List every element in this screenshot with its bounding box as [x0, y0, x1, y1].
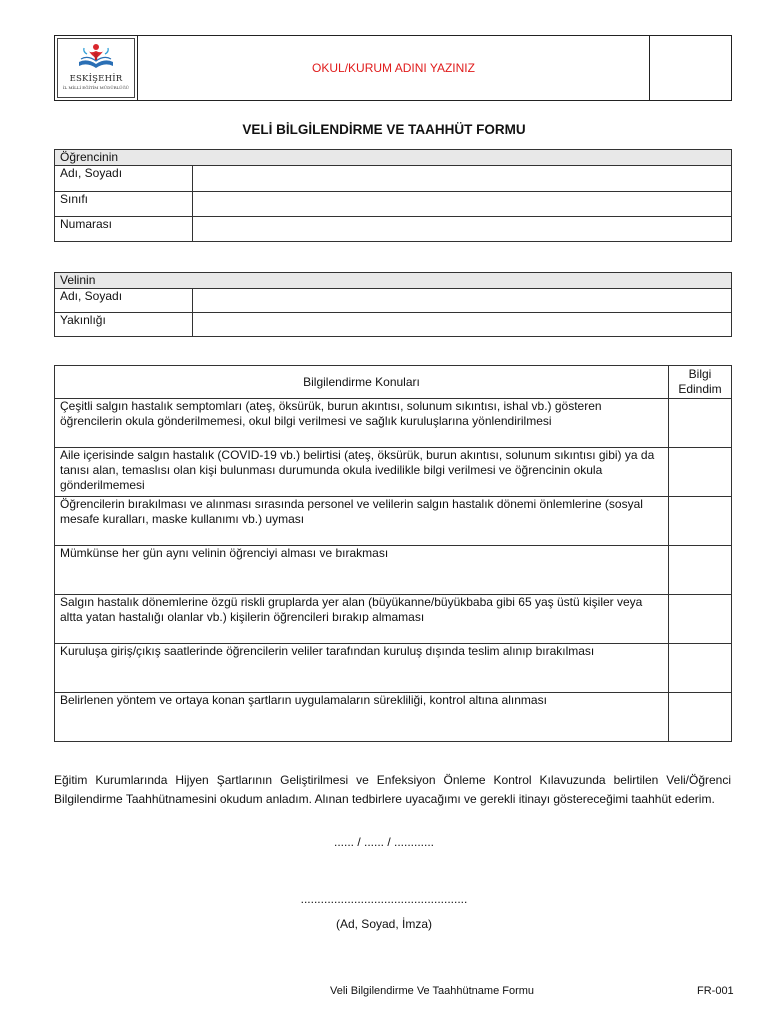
footer-form-name: Veli Bilgilendirme Ve Taahhütname Formu — [330, 985, 535, 997]
signature-label: (Ad, Soyad, İmza) — [335, 917, 433, 931]
student-number-field[interactable] — [193, 217, 732, 242]
parent-table — [54, 272, 732, 337]
date-line[interactable]: ...... / ...... / ............ — [333, 835, 435, 849]
topics-table — [54, 365, 732, 742]
parent-name-field[interactable] — [193, 289, 732, 313]
check-header: Bilgi Edindim — [669, 366, 732, 399]
topic-row: Çeşitli salgın hastalık semptomları (ateş, öksürük, burun akıntısı, solunum sıkıntısı, ishal vb.) gösteren öğrencilerin okula gönderilmemesi, okul bilgi verilmesi ve sağlık kuruluşlarına yönlendirilmesi — [55, 399, 669, 448]
logo-cell — [55, 36, 138, 100]
parent-relation-field[interactable] — [193, 313, 732, 337]
logo-text: ESKİŞEHİR — [69, 74, 123, 84]
student-name-field[interactable] — [193, 166, 732, 192]
topic-row: Mümkünse her gün aynı velinin öğrenciyi alması ve bırakması — [55, 546, 669, 595]
student-class-label: Sınıfı — [55, 192, 193, 217]
document-header — [54, 35, 732, 101]
topic-check-cell[interactable] — [669, 399, 732, 448]
parent-relation-label: Yakınlığı — [55, 313, 193, 337]
topic-row: Kuruluşa giriş/çıkış saatlerinde öğrencilerin veliler tarafından kuruluş dışında teslim alınıp bırakılması — [55, 644, 669, 693]
parent-heading: Velinin — [55, 273, 732, 289]
topic-check-cell[interactable] — [669, 644, 732, 693]
signature-line[interactable]: .................................................. — [300, 892, 468, 906]
eskisehir-logo-icon — [75, 42, 117, 74]
topic-row: Belirlenen yöntem ve ortaya konan şartların uygulamaların sürekliliği, kontrol altına alınması — [55, 693, 669, 742]
topic-row: Öğrencilerin bırakılması ve alınması sırasında personel ve velilerin salgın hastalık dönemi önlemlerine (sosyal mesafe kuralları, maske kullanımı vb.) uyması — [55, 497, 669, 546]
student-class-field[interactable] — [193, 192, 732, 217]
topic-check-cell[interactable] — [669, 448, 732, 497]
student-table — [54, 149, 732, 242]
header-right-cell — [649, 36, 731, 100]
topic-row: Salgın hastalık dönemlerine özgü riskli gruplarda yer alan (büyükanne/büyükbaba gibi 65 yaş üstü kişiler veya altta yatan hastalığı olanlar vb.) kişilerin öğrencileri bırakıp almaması — [55, 595, 669, 644]
commitment-statement: Eğitim Kurumlarında Hijyen Şartlarının Geliştirilmesi ve Enfeksiyon Önleme Kontrol Kılavuzunda belirtilen Veli/Öğrenci Bilgilendirme Taahhütnamesini okudum anladım. Alınan tedbirlere uyacağımı ve gerekli itinayı göstereceğimi taahhüt ederim. — [54, 773, 731, 806]
topic-check-cell[interactable] — [669, 595, 732, 644]
form-title: VELİ BİLGİLENDİRME VE TAAHHÜT FORMU — [242, 122, 526, 137]
topic-row: Aile içerisinde salgın hastalık (COVID-19 vb.) belirtisi (ateş, öksürük, burun akıntısı, solunum sıkıntısı gibi) ya da tanısı alan, temaslısı olan kişi bulunması durumunda okula ivedilikle bilgi verilmesi ve öğrencinin okula gönderilmemesi — [55, 448, 669, 497]
topic-check-cell[interactable] — [669, 546, 732, 595]
topics-header: Bilgilendirme Konuları — [55, 366, 669, 399]
footer-form-code: FR-001 — [697, 985, 734, 997]
student-name-label: Adı, Soyadı — [55, 166, 193, 192]
parent-name-label: Adı, Soyadı — [55, 289, 193, 313]
school-name-placeholder: OKUL/KURUM ADINI YAZINIZ — [312, 61, 475, 75]
student-heading: Öğrencinin — [55, 150, 732, 166]
logo-subtext: İL MİLLİ EĞİTİM MÜDÜRLÜĞÜ — [62, 85, 130, 90]
topic-check-cell[interactable] — [669, 693, 732, 742]
student-number-label: Numarası — [55, 217, 193, 242]
topic-check-cell[interactable] — [669, 497, 732, 546]
